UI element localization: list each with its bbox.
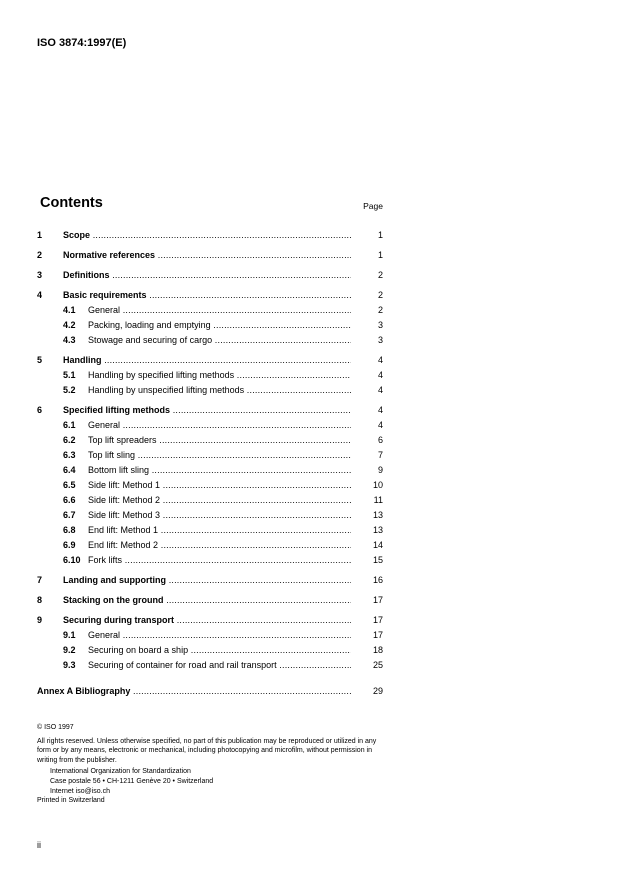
toc-entry[interactable] xyxy=(37,643,383,658)
toc-entry-number: 9 xyxy=(37,615,43,625)
toc-entry-title: Fork lifts xyxy=(88,555,123,565)
toc-entry-page: 9 xyxy=(377,465,383,475)
toc-entry-title: Handling xyxy=(63,355,102,365)
toc-entry-title-leader xyxy=(63,228,351,243)
toc-entry-page: 29 xyxy=(372,686,383,696)
toc-entry[interactable] xyxy=(37,333,383,348)
toc-entry-page: 18 xyxy=(372,645,383,655)
toc-entry[interactable] xyxy=(37,573,383,588)
copyright-footer xyxy=(37,723,387,806)
toc-entry[interactable] xyxy=(37,523,383,538)
toc-entry-title: Landing and supporting xyxy=(63,575,166,585)
toc-entry-page: 6 xyxy=(377,435,383,445)
toc-entry-page: 13 xyxy=(372,510,383,520)
toc-entry-title: End lift: Method 2 xyxy=(88,540,159,550)
toc-entry-title-leader xyxy=(88,493,351,508)
toc-entry-number: 9.1 xyxy=(63,630,76,640)
toc-entry-page: 15 xyxy=(372,555,383,565)
toc-entry[interactable] xyxy=(37,383,383,398)
toc-entry-title: Securing of container for road and rail transport xyxy=(88,660,277,670)
toc-entry-number: 6.8 xyxy=(63,525,76,535)
toc-entry-page: 1 xyxy=(377,230,383,240)
toc-entry-page: 2 xyxy=(377,305,383,315)
toc-entry[interactable] xyxy=(37,433,383,448)
toc-entry-title-leader xyxy=(63,268,351,283)
toc-entry-title-leader xyxy=(63,613,351,628)
organization-address: Case postale 56 • CH-1211 Genève 20 • Switzerland xyxy=(50,777,214,785)
toc-entry-number: 5 xyxy=(37,355,43,365)
toc-entry[interactable] xyxy=(37,478,383,493)
toc-entry-title: General xyxy=(88,305,121,315)
toc-entry-title-leader xyxy=(88,433,351,448)
toc-entry[interactable] xyxy=(37,508,383,523)
toc-entry-title-leader xyxy=(88,333,351,348)
toc-entry-page: 3 xyxy=(377,320,383,330)
toc-entry-title-leader xyxy=(63,353,351,368)
toc-entry-number: 5.1 xyxy=(63,370,76,380)
toc-entry-title-leader xyxy=(88,628,351,643)
toc-entry-title-leader xyxy=(88,383,351,398)
toc-entry-title: General xyxy=(88,630,121,640)
toc-entry-title: Annex A Bibliography xyxy=(37,686,131,696)
toc-entry-number: 6.9 xyxy=(63,540,76,550)
toc-entry-page: 7 xyxy=(377,450,383,460)
toc-entry-page: 4 xyxy=(377,385,383,395)
printed-in: Printed in Switzerland xyxy=(37,797,105,805)
toc-entry[interactable] xyxy=(37,538,383,553)
toc-entry-title: Handling by specified lifting methods xyxy=(88,370,235,380)
toc-entry[interactable] xyxy=(37,493,383,508)
toc-entry-page: 4 xyxy=(377,355,383,365)
toc-entry-number: 6 xyxy=(37,405,43,415)
toc-entry-title: Side lift: Method 2 xyxy=(88,495,161,505)
toc-entry-title: Side lift: Method 1 xyxy=(88,480,161,490)
organization-internet: Internet iso@iso.ch xyxy=(50,787,111,795)
toc-entry-page: 17 xyxy=(372,595,383,605)
toc-entry-page: 25 xyxy=(372,660,383,670)
toc-entry-number: 3 xyxy=(37,270,43,280)
toc-entry[interactable] xyxy=(37,613,383,628)
toc-entry-title: Basic requirements xyxy=(63,290,147,300)
toc-entry-page: 4 xyxy=(377,405,383,415)
toc-entry-title-leader xyxy=(88,303,351,318)
toc-entry-number: 4.1 xyxy=(63,305,76,315)
toc-entry-title-leader xyxy=(88,523,351,538)
toc-entry-title-leader xyxy=(88,643,351,658)
toc-entry[interactable] xyxy=(37,593,383,608)
toc-entry-title: Handling by unspecified lifting methods xyxy=(88,385,245,395)
toc-entry-page: 3 xyxy=(377,335,383,345)
toc-entry-title-leader xyxy=(63,248,351,263)
toc-entry-number: 4 xyxy=(37,290,43,300)
toc-entry-number: 6.1 xyxy=(63,420,76,430)
toc-entry-number: 4.3 xyxy=(63,335,76,345)
toc-entry-page: 17 xyxy=(372,615,383,625)
toc-entry[interactable] xyxy=(37,228,383,243)
toc-entry[interactable] xyxy=(37,318,383,333)
toc-entry-page: 2 xyxy=(377,270,383,280)
toc-entry[interactable] xyxy=(37,463,383,478)
toc-entry-number: 9.2 xyxy=(63,645,76,655)
contents-heading: Contents xyxy=(40,195,103,211)
toc-entry[interactable] xyxy=(37,628,383,643)
toc-entry-title-leader xyxy=(88,463,351,478)
toc-entry-title-leader xyxy=(88,318,351,333)
table-of-contents xyxy=(37,228,383,699)
toc-entry-title-leader xyxy=(88,478,351,493)
toc-entry[interactable] xyxy=(37,248,383,263)
toc-entry[interactable] xyxy=(37,448,383,463)
page-number: ii xyxy=(37,840,41,850)
toc-entry-title: Stacking on the ground xyxy=(63,595,164,605)
toc-entry-title-leader xyxy=(63,403,351,418)
toc-entry-number: 6.5 xyxy=(63,480,76,490)
toc-entry-title-leader xyxy=(88,508,351,523)
copyright-line: © ISO 1997 xyxy=(37,724,74,731)
toc-entry-title: Normative references xyxy=(63,250,156,260)
toc-entry-title: Scope xyxy=(63,230,91,240)
page-column-label: Page xyxy=(363,201,383,211)
toc-entry[interactable] xyxy=(37,303,383,318)
toc-entry[interactable] xyxy=(37,403,383,418)
toc-entry-page: 11 xyxy=(373,495,383,505)
toc-entry-title: Definitions xyxy=(63,270,110,280)
toc-entry-number: 6.2 xyxy=(63,435,76,445)
toc-entry-number: 5.2 xyxy=(63,385,76,395)
toc-entry-number: 6.4 xyxy=(63,465,76,475)
toc-entry-title: General xyxy=(88,420,121,430)
toc-entry-page: 2 xyxy=(377,290,383,300)
toc-entry-page: 14 xyxy=(372,540,383,550)
toc-entry-number: 6.6 xyxy=(63,495,76,505)
toc-entry-title: Packing, loading and emptying xyxy=(88,320,211,330)
toc-entry-title-leader xyxy=(88,368,351,383)
toc-entry-title: End lift: Method 1 xyxy=(88,525,159,535)
toc-entry-number: 9.3 xyxy=(63,660,76,670)
toc-entry-title-leader xyxy=(37,684,351,699)
document-id: ISO 3874:1997(E) xyxy=(37,37,127,49)
toc-entry-title: Securing during transport xyxy=(63,615,175,625)
toc-entry-number: 6.10 xyxy=(63,555,81,565)
rights-notice: All rights reserved. Unless otherwise specified, no part of this publication may be reproduced or utilized in any form or by any means, electronic or mechanical, including photocopying and microfilm, without permission in writing from the publisher. xyxy=(37,737,377,764)
toc-entry-number: 8 xyxy=(37,595,43,605)
toc-entry-page: 10 xyxy=(372,480,383,490)
toc-entry-title: Top lift spreaders xyxy=(88,435,157,445)
toc-entry-title-leader xyxy=(63,288,351,303)
toc-entry-title-leader xyxy=(88,418,351,433)
toc-entry[interactable] xyxy=(37,268,383,283)
toc-entry-page: 17 xyxy=(372,630,383,640)
toc-entry-title: Specified lifting methods xyxy=(63,405,171,415)
toc-entry-number: 2 xyxy=(37,250,43,260)
toc-entry-page: 13 xyxy=(372,525,383,535)
toc-entry-title: Bottom lift sling xyxy=(88,465,150,475)
toc-entry-number: 7 xyxy=(37,575,43,585)
toc-entry[interactable] xyxy=(37,658,383,673)
toc-entry-title: Stowage and securing of cargo xyxy=(88,335,213,345)
toc-entry-title-leader xyxy=(63,593,351,608)
toc-entry-number: 1 xyxy=(37,230,43,240)
toc-entry-page: 4 xyxy=(377,370,383,380)
toc-entry-title: Securing on board a ship xyxy=(88,645,189,655)
toc-entry-title: Top lift sling xyxy=(88,450,136,460)
organization-name: International Organization for Standardization xyxy=(50,768,191,776)
toc-entry[interactable] xyxy=(37,418,383,433)
toc-entry[interactable] xyxy=(37,684,383,699)
toc-entry-number: 6.3 xyxy=(63,450,76,460)
toc-entry[interactable] xyxy=(37,553,383,568)
toc-entry-page: 4 xyxy=(377,420,383,430)
toc-entry-title-leader xyxy=(88,553,351,568)
toc-entry[interactable] xyxy=(37,288,383,303)
toc-entry-page: 16 xyxy=(372,575,383,585)
toc-entry[interactable] xyxy=(37,368,383,383)
toc-entry-number: 4.2 xyxy=(63,320,76,330)
toc-entry[interactable] xyxy=(37,353,383,368)
toc-entry-title-leader xyxy=(88,538,351,553)
toc-entry-number: 6.7 xyxy=(63,510,76,520)
toc-entry-title-leader xyxy=(88,658,351,673)
toc-entry-title-leader xyxy=(63,573,351,588)
toc-entry-title-leader xyxy=(88,448,351,463)
toc-entry-page: 1 xyxy=(377,250,383,260)
toc-entry-title: Side lift: Method 3 xyxy=(88,510,161,520)
